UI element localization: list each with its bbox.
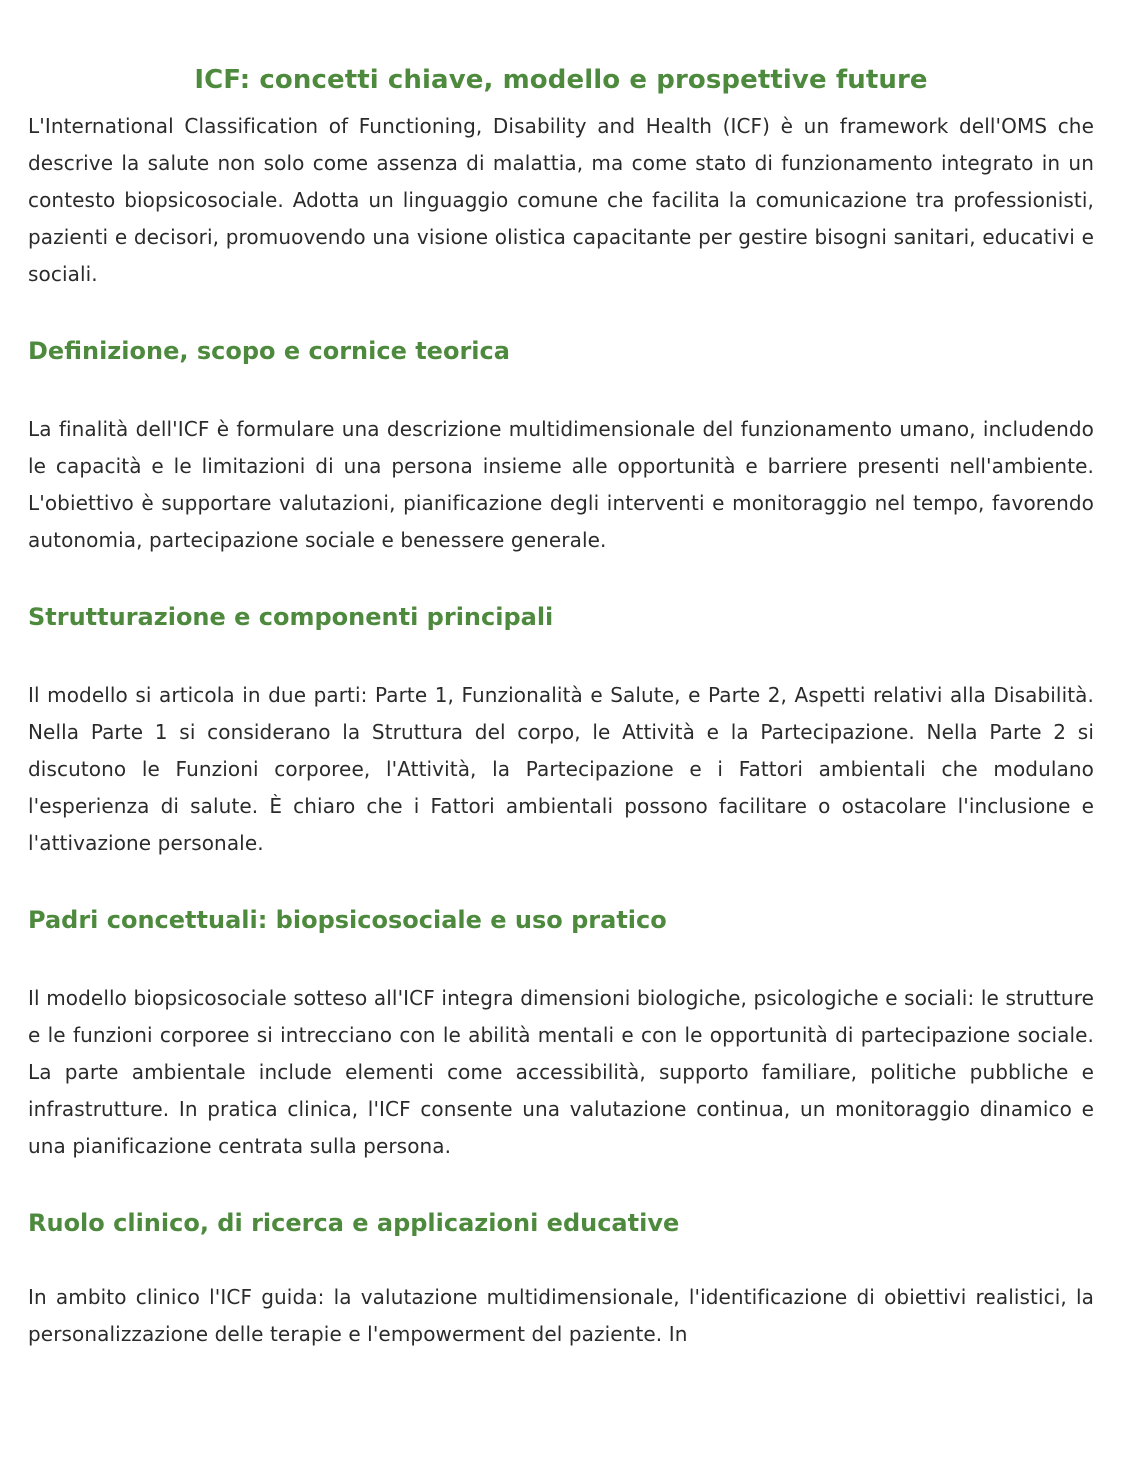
document-page — [28, 0, 1094, 1353]
section-paragraph: La finalità dell'ICF è formulare una descrizione multidimensionale del funzionamento umano, includendo le capacità e le limitazioni di una persona insieme alle opportunità e barriere presenti nell'ambiente. L'obiettivo è supportare valutazioni, pianificazione degli interventi e monitoraggio nel tempo, favorendo autonomia, partecipazione sociale e benessere generale. — [28, 417, 1094, 552]
section-definizione — [28, 333, 1094, 559]
section-heading: Definizione, scopo e cornice teorica — [28, 337, 510, 365]
intro-paragraph: L'International Classification of Functioning, Disability and Health (ICF) è un framework dell'OMS che descrive la salute non solo come assenza di malattia, ma come stato di funzionamento integrato in un contesto biopsicosociale. Adotta un linguaggio comune che facilita la comunicazione tra professionisti, pazienti e decisori, promuovendo una visione olistica capacitante per gestire bisogni sanitari, educativi e sociali. — [28, 114, 1094, 286]
section-padri-concettuali — [28, 902, 1094, 1165]
section-paragraph: In ambito clinico l'ICF guida: la valutazione multidimensionale, l'identificazione di obiettivi realistici, la personalizzazione delle terapie e l'empowerment del paziente. In — [28, 1285, 1094, 1346]
section-heading: Padri concettuali: biopsicosociale e uso pratico — [28, 906, 667, 934]
document-title: ICF: concetti chiave, modello e prospettive future — [194, 65, 928, 95]
section-paragraph: Il modello si articola in due parti: Parte 1, Funzionalità e Salute, e Parte 2, Aspetti relativi alla Disabilità. Nella Parte 1 si considerano la Struttura del corpo, le Attività e la Partecipazione. Nella Parte 2 si discutono le Funzioni corporee, l'Attività, la Partecipazione e i Fattori ambientali che modulano l'esperienza di salute. È chiaro che i Fattori ambientali possono facilitare o ostacolare l'inclusione e l'attivazione personale. — [28, 683, 1094, 855]
section-strutturazione — [28, 599, 1094, 862]
section-paragraph: Il modello biopsicosociale sotteso all'ICF integra dimensioni biologiche, psicologiche e sociali: le strutture e le funzioni corporee si intrecciano con le abilità mentali e con le opportunità di partecipazione sociale. La parte ambientale include elementi come accessibilità, supporto familiare, politiche pubbliche e infrastrutture. In pratica clinica, l'ICF consente una valutazione continua, un monitoraggio dinamico e una pianificazione centrata sulla persona. — [28, 986, 1094, 1158]
section-heading: Ruolo clinico, di ricerca e applicazioni educative — [28, 1209, 680, 1237]
section-heading: Strutturazione e componenti principali — [28, 603, 554, 631]
section-ruolo-clinico — [28, 1205, 1094, 1353]
